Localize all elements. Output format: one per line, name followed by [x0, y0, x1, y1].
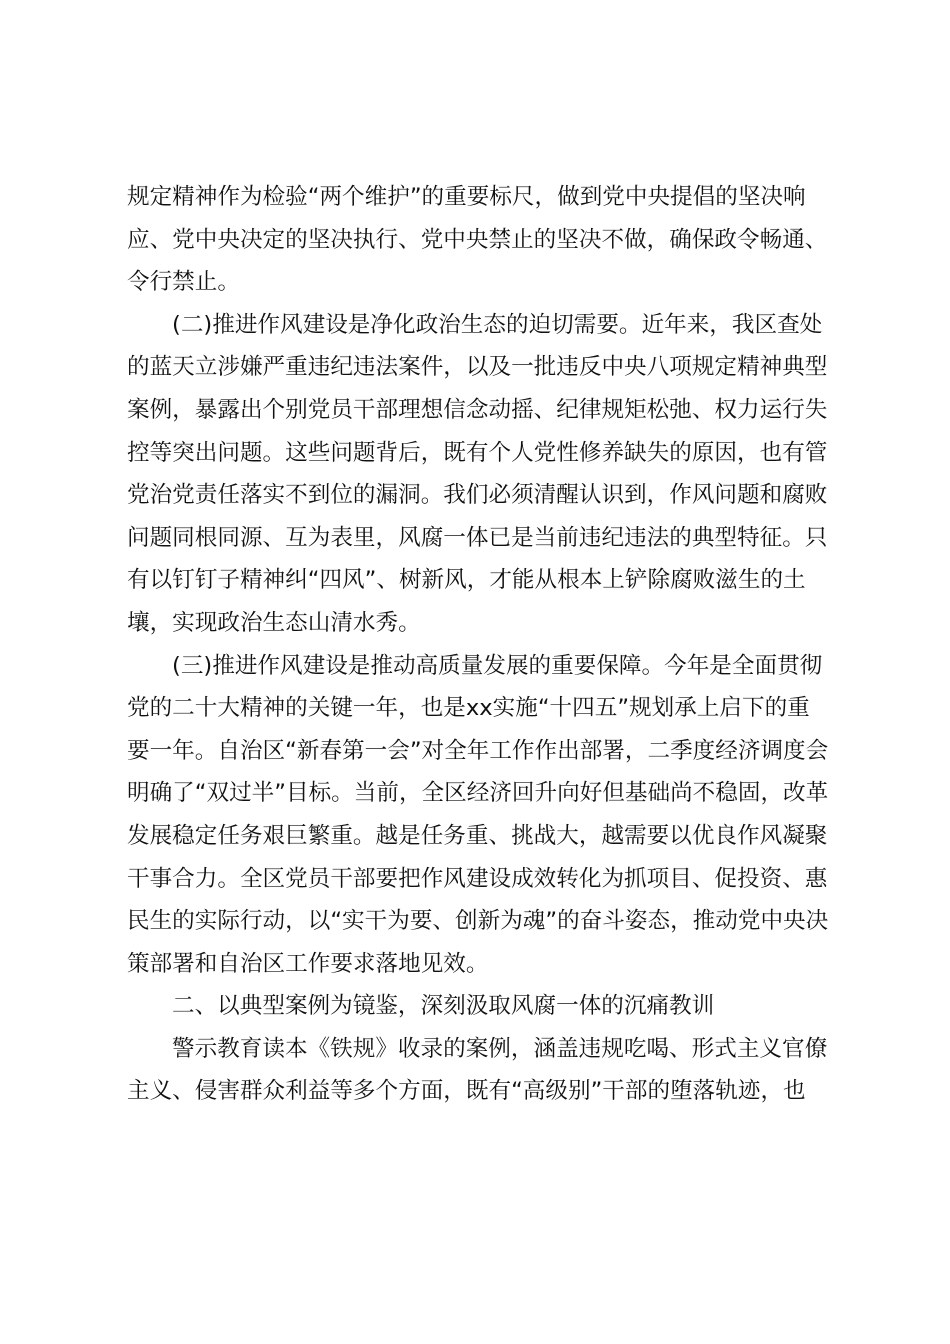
text-line: 发展稳定任务艰巨繁重。越是任务重、挑战大，越需要以优良作风凝聚	[127, 822, 828, 849]
text-line: 规定精神作为检验“两个维护”的重要标尺，做到党中央提倡的坚决响	[127, 184, 806, 210]
text-line: 民生的实际行动，以“实干为要、创新为魂”的奋斗姿态，推动党中央决	[127, 908, 829, 935]
text-line: 控等突出问题。这些问题背后，既有个人党性修养缺失的原因，也有管	[127, 439, 828, 466]
text-line: 壤，实现政治生态山清水秀。	[127, 609, 421, 636]
text-line: 要一年。自治区“新春第一会”对全年工作作出部署，二季度经济调度会	[127, 737, 829, 764]
section-heading-line: (三)推进作风建设是推动高质量发展的重要保障。今年是全面贯彻	[172, 652, 823, 679]
text-line: 的蓝天立涉嫌严重违纪违法案件，以及一批违反中央八项规定精神典型	[127, 354, 828, 381]
text-line: 案例，暴露出个别党员干部理想信念动摇、纪律规矩松弛、权力运行失	[127, 396, 828, 423]
text-line: 应、党中央决定的坚决执行、党中央禁止的坚决不做，确保政令畅通、	[127, 226, 828, 253]
text-line: 干事合力。全区党员干部要把作风建设成效转化为抓项目、促投资、惠	[127, 865, 828, 892]
body-text	[127, 176, 827, 1113]
chapter-heading: 二、以典型案例为镜鉴，深刻汲取风腐一体的沉痛教训	[172, 993, 715, 1020]
text-line: 明确了“双过半”目标。当前，全区经济回升向好但基础尚不稳固，改革	[127, 780, 829, 807]
text-line: 问题同根同源、互为表里，风腐一体已是当前违纪违法的典型特征。只	[127, 524, 828, 551]
text-line: 有以钉钉子精神纠“四风”、树新风，才能从根本上铲除腐败滋生的土	[127, 567, 806, 594]
section-heading-line: (二)推进作风建设是净化政治生态的迫切需要。近年来，我区查处	[172, 311, 823, 338]
text-line: 党的二十大精神的关键一年，也是xx实施“十四五”规划承上启下的重	[127, 695, 810, 722]
text-line: 党治党责任落实不到位的漏洞。我们必须清醒认识到，作风问题和腐败	[127, 482, 828, 509]
text-line: 令行禁止。	[127, 269, 240, 296]
text-line: 警示教育读本《铁规》收录的案例，涵盖违规吃喝、形式主义官僚	[172, 1035, 828, 1062]
text-line: 策部署和自治区工作要求落地见效。	[127, 950, 489, 977]
text-line: 主义、侵害群众利益等多个方面，既有“高级别”干部的堕落轨迹，也	[127, 1078, 806, 1105]
